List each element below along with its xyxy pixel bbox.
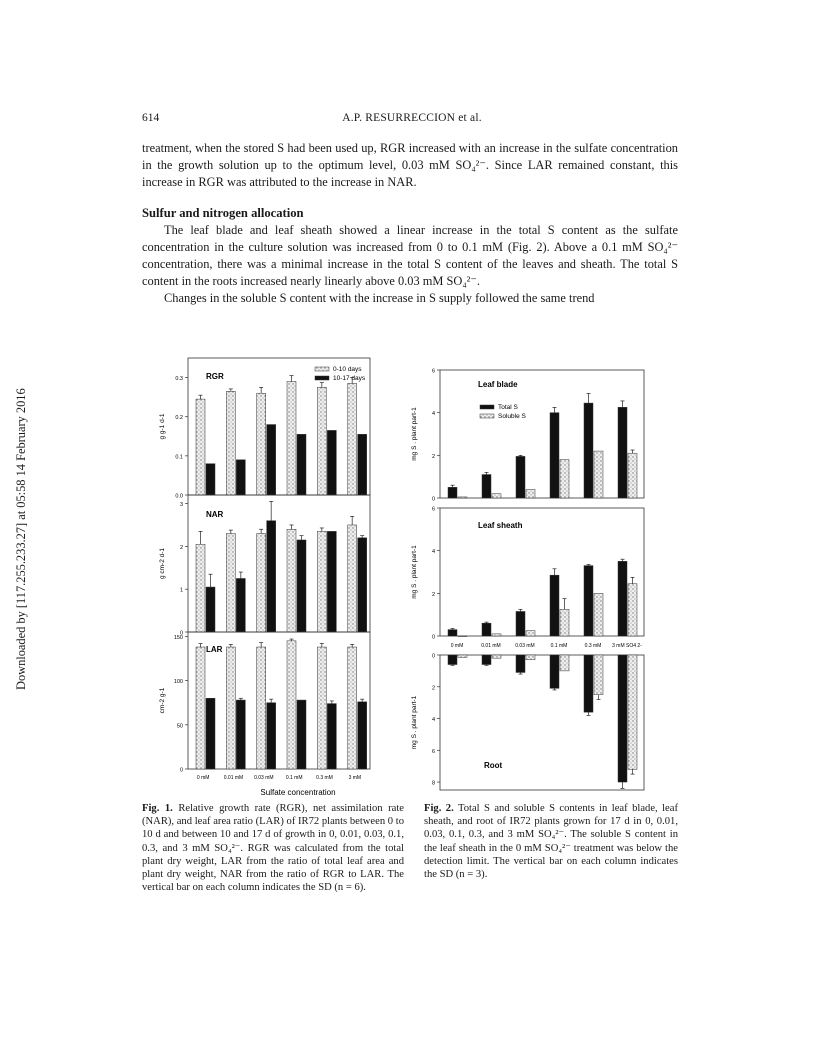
root-panel-title: Root [484, 761, 503, 770]
lar-bar [236, 700, 245, 769]
body-text [142, 140, 678, 307]
rgr-bar [267, 425, 276, 495]
blade-legend-swatch [480, 414, 494, 418]
blade-bar [594, 451, 603, 498]
nar-bar [196, 544, 205, 632]
sheath-bar [594, 593, 603, 636]
sheath-y-tick-label: 2 [431, 591, 435, 598]
blade-bar [628, 453, 637, 498]
sheath-x-tick-label: 0.1 mM [550, 643, 568, 649]
blade-bar [482, 475, 491, 498]
rgr-y-tick-label: 0.2 [175, 415, 183, 422]
paragraph-1: treatment, when the stored S had been used up, RGR increased with an increase in the sulfate concentration in the growth solution up to the optimum level, 0.03 mM SO₄²⁻. Since LAR remained constant, this increase in RGR was attributed to the increase in NAR. [142, 141, 678, 189]
blade-y-tick-label: 6 [431, 368, 435, 375]
nar-bar [317, 531, 326, 632]
sheath-bar [458, 636, 467, 637]
rgr-y-axis-label: g g-1 d-1 [159, 413, 166, 440]
sheath-panel-frame [440, 508, 644, 636]
paragraph-2: The leaf blade and leaf sheath showed a linear increase in the total S content as the sulfate concentration in the culture solution was increased from 0 to 0.1 mM (Fig. 2). Above a 0.1 mM SO₄²⁻ concentration, there was a minimal increase in the total S content of the leaves and sheath. The total S content in the roots increased nearly linearly above 0.03 mM SO₄²⁻. [142, 223, 678, 288]
nar-y-tick-label: 1 [179, 587, 183, 594]
nar-bar [206, 587, 215, 632]
fig2-caption-text: Total S and soluble S contents in leaf blade, leaf sheath, and root of IR72 plants grown for 17 d in 0, 0.01, 0.03, 0.1, 0.3, and 3 mM SO₄²⁻. The soluble S content in the leaf sheath in the 0 mM SO₄²⁻ treatment was below the detection limit. The vertical bar on each column indicates the SD (n = 3). [424, 803, 678, 881]
rgr-panel-title: RGR [206, 372, 224, 381]
blade-y-axis-label: mg S . plant part-1 [411, 407, 418, 461]
lar-x-tick-label: 0 mM [196, 775, 210, 781]
sheath-y-tick-label: 6 [431, 506, 435, 513]
blade-panel-title: Leaf blade [478, 380, 518, 389]
sheath-bar [550, 575, 559, 636]
lar-bar [267, 703, 276, 769]
blade-bar [448, 487, 457, 498]
download-watermark [0, 0, 28, 1056]
nar-y-tick-label: 0 [179, 630, 183, 637]
figure-2-caption [424, 802, 678, 881]
fig2-caption-label: Fig. 2. [424, 803, 454, 814]
root-bar [618, 655, 627, 782]
lar-bar [317, 647, 326, 769]
root-bar [492, 655, 501, 658]
lar-y-tick-label: 0 [179, 767, 183, 774]
lar-x-tick-label: 3 mM [348, 775, 362, 781]
lar-y-tick-label: 150 [173, 634, 183, 641]
figure-1-caption [142, 802, 404, 894]
root-y-tick-label: 2 [431, 685, 435, 692]
figure-1 [140, 355, 405, 800]
sheath-panel-title: Leaf sheath [478, 521, 523, 530]
fig1-caption-text: Relative growth rate (RGR), net assimilation rate (NAR), and leaf area ratio (LAR) of IR72 plants between 0 to 10 d and between 10 and 17 d of growth in 0, 0.01, 0.03, 0.1, 0.3, and 3 mM SO₄²⁻. RGR was calculated from the total plant dry weight, LAR from the ratio of total leaf area and plant dry weight, NAR from the ratio of RGR to LAR. The vertical bar on each column indicates the SD (n = 6). [142, 803, 404, 894]
blade-y-tick-label: 2 [431, 453, 435, 460]
nar-bar [358, 538, 367, 632]
blade-legend-label: Total S [498, 404, 518, 411]
nar-bar [267, 521, 276, 632]
blade-y-tick-label: 4 [431, 411, 435, 418]
nar-bar [257, 534, 266, 632]
lar-panel-title: LAR [206, 645, 223, 654]
fig1-caption-label: Fig. 1. [142, 803, 173, 814]
sheath-bar [628, 584, 637, 636]
rgr-bar [327, 430, 336, 495]
blade-legend-swatch [480, 405, 494, 409]
root-panel-frame [440, 655, 644, 790]
sheath-bar [584, 566, 593, 636]
section-heading: Sulfur and nitrogen allocation [142, 206, 304, 220]
sheath-x-tick-label: 0.3 mM [584, 643, 602, 649]
lar-bar [327, 704, 336, 769]
root-bar [584, 655, 593, 712]
blade-bar [516, 456, 525, 498]
sheath-bar [526, 631, 535, 636]
sheath-bar [492, 634, 501, 636]
blade-bar [492, 494, 501, 498]
root-y-axis-label: mg S . plant part-1 [411, 695, 418, 750]
lar-bar [297, 700, 306, 769]
rgr-bar [226, 391, 235, 495]
lar-y-tick-label: 100 [173, 679, 183, 686]
rgr-bar [297, 434, 306, 495]
sheath-y-tick-label: 4 [431, 549, 435, 556]
rgr-legend-label: 0-10 days [333, 366, 362, 373]
lar-x-tick-label: 0.1 mM [285, 775, 303, 781]
paragraph-3: Changes in the soluble S content with the increase in S supply followed the same trend [164, 291, 595, 305]
nar-bar [236, 578, 245, 632]
nar-bar [287, 529, 296, 632]
root-bar [458, 655, 467, 657]
rgr-y-tick-label: 0.3 [175, 376, 183, 383]
lar-bar [226, 647, 235, 769]
rgr-bar [257, 393, 266, 495]
lar-bar [196, 647, 205, 769]
root-y-tick-label: 6 [431, 748, 435, 755]
lar-x-tick-label: 0.03 mM [254, 775, 274, 781]
blade-bar [458, 497, 467, 498]
rgr-bar [348, 383, 357, 495]
lar-x-tick-label: 0.3 mM [316, 775, 333, 781]
root-y-tick-label: 8 [431, 780, 435, 787]
lar-x-tick-label: 0.01 mM [223, 775, 244, 781]
blade-bar [618, 407, 627, 498]
root-bar [628, 655, 637, 769]
page-number: 614 [142, 112, 160, 124]
nar-bar [348, 525, 357, 632]
sheath-x-tick-label: 3 mM SO4 2- [612, 643, 642, 649]
nar-bar [226, 534, 235, 632]
lar-y-axis-label: cm-2 g-1 [159, 687, 166, 714]
nar-y-tick-label: 2 [179, 544, 183, 551]
rgr-y-tick-label: 0.1 [175, 454, 183, 461]
download-watermark-text: Downloaded by [117.255.233.27] at 05:58 14 February 2016 [14, 388, 28, 690]
blade-bar [550, 413, 559, 498]
sheath-x-tick-label: 0.03 mM [515, 643, 535, 649]
root-bar [526, 655, 535, 660]
lar-bar [348, 647, 357, 769]
root-bar [550, 655, 559, 688]
lar-bar [206, 698, 215, 769]
rgr-bar [236, 460, 245, 495]
root-bar [594, 655, 603, 695]
nar-bar [297, 540, 306, 632]
sheath-bar [482, 623, 491, 636]
sheath-y-tick-label: 0 [431, 634, 435, 641]
blade-bar [560, 460, 569, 498]
rgr-bar [358, 434, 367, 495]
blade-legend-label: Soluble S [498, 413, 526, 420]
nar-panel-title: NAR [206, 510, 224, 519]
root-bar [516, 655, 525, 672]
rgr-legend-swatch [315, 376, 329, 380]
lar-bar [287, 641, 296, 769]
blade-y-tick-label: 0 [431, 496, 435, 503]
rgr-y-tick-label: 0.0 [175, 493, 183, 500]
sheath-bar [448, 630, 457, 636]
rgr-bar [317, 387, 326, 495]
sheath-x-tick-label: 0.01 mM [481, 643, 501, 649]
root-bar [482, 655, 491, 665]
sheath-bar [516, 611, 525, 636]
running-head: A.P. RESURRECCION et al. [342, 112, 482, 124]
root-bar [448, 655, 457, 665]
rgr-legend-swatch [315, 367, 329, 371]
blade-bar [584, 403, 593, 498]
nar-y-axis-label: g cm-2 d-1 [159, 547, 166, 580]
lar-y-tick-label: 50 [176, 723, 183, 730]
page-header [142, 112, 682, 128]
sheath-bar [618, 561, 627, 636]
root-y-tick-label: 0 [431, 653, 435, 660]
lar-bar [358, 702, 367, 769]
root-bar [560, 655, 569, 671]
root-y-tick-label: 4 [431, 717, 435, 724]
blade-bar [526, 489, 535, 498]
nar-bar [327, 531, 336, 632]
rgr-legend-label: 10-17 days [333, 375, 366, 382]
lar-bar [257, 647, 266, 769]
figure-2 [411, 360, 670, 800]
rgr-bar [287, 381, 296, 495]
sheath-y-axis-label: mg S . plant part-1 [411, 545, 418, 599]
blade-panel-frame [440, 370, 644, 498]
rgr-bar [196, 399, 205, 495]
sheath-x-tick-label: 0 mM [450, 643, 464, 649]
fig1-x-axis-label: Sulfate concentration [260, 788, 336, 797]
rgr-bar [206, 464, 215, 495]
sheath-bar [560, 609, 569, 636]
nar-y-tick-label: 3 [179, 502, 183, 509]
